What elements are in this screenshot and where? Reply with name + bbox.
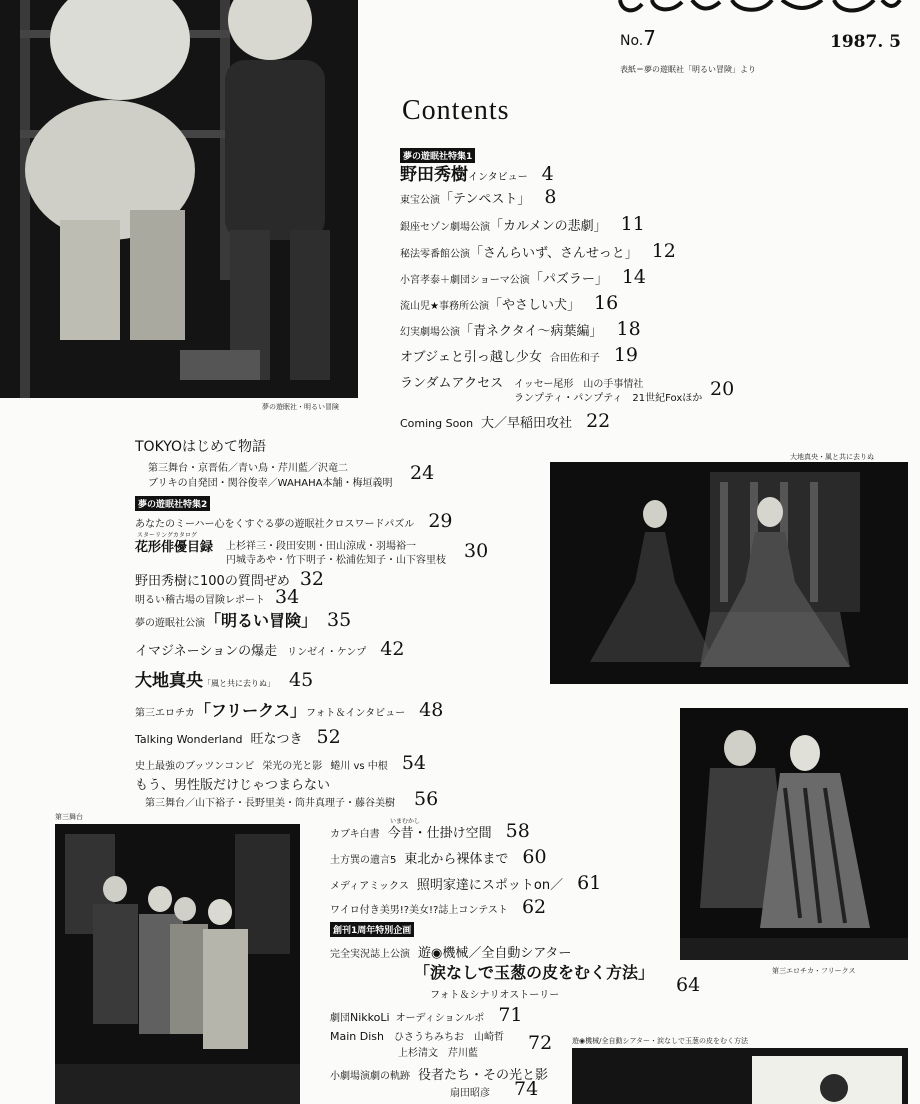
toc-title: NikkoLi [350, 1011, 390, 1024]
toc-page: 74 [514, 1078, 539, 1100]
toc-page: 35 [327, 609, 352, 631]
toc-entry[interactable] [135, 510, 453, 532]
toc-page: 52 [316, 726, 341, 748]
toc-title: 「カルメンの悲劇」 [490, 219, 607, 234]
toc-prefix: 小宮孝泰＋劇団ショーマ公演 [400, 275, 530, 286]
caption-photo-4: 第三舞台 [55, 813, 83, 821]
toc-subtitle: 第三舞台・京晋佑／青い鳥・芹川藍／沢竜二 [148, 463, 348, 474]
toc-entry[interactable] [400, 292, 618, 314]
stage-photo-1 [0, 0, 358, 398]
toc-entry[interactable] [330, 820, 530, 842]
toc-title: 野田秀樹 [400, 165, 468, 185]
toc-title: 「さんらいず、さんせっと」 [470, 246, 638, 261]
toc-title: 役者たち・その光と影 [418, 1068, 549, 1083]
caption-photo-3: 第三エロチカ・フリークス [772, 967, 856, 975]
toc-entry[interactable] [330, 846, 547, 868]
toc-page: 34 [275, 586, 300, 608]
toc-entry[interactable] [400, 410, 610, 432]
toc-page: 19 [613, 344, 639, 366]
toc-entry[interactable] [400, 344, 638, 366]
toc-page: 18 [616, 318, 641, 340]
toc-title: イマジネーションの爆走 [135, 644, 278, 659]
toc-title: 大地真央 [135, 671, 203, 691]
toc-page: 71 [498, 1004, 523, 1026]
toc-prefix: 夢の遊眠社公演 [135, 618, 205, 629]
toc-prefix: 流山児★事務所公演 [400, 301, 489, 312]
toc-page: 42 [380, 638, 405, 660]
toc-prefix: 劇団 [330, 1013, 350, 1024]
toc-subtitle: 第三舞台／山下裕子・長野里美・筒井真理子・藤谷美樹 [145, 798, 395, 809]
toc-page: 14 [621, 266, 647, 288]
photo-daichi-mao [550, 462, 908, 684]
toc-entry[interactable] [135, 698, 443, 721]
toc-entry[interactable] [135, 638, 404, 660]
toc-entry[interactable] [135, 726, 341, 748]
toc-page: 11 [620, 213, 645, 235]
contents-title: Contents [402, 95, 510, 126]
caption-photo-1: 夢の遊眠社・明るい冒険 [262, 403, 339, 411]
toc-suffix: オーディションルポ [395, 1013, 485, 1024]
toc-entry[interactable] [330, 1004, 523, 1026]
toc-suffix: 大／早稲田攻社 [481, 416, 573, 431]
toc-entry[interactable] [135, 666, 313, 691]
toc-entry[interactable] [400, 213, 645, 235]
toc-suffix: 合田佐和子 [549, 353, 600, 364]
toc-page: 22 [586, 410, 611, 432]
toc-entry[interactable] [400, 160, 554, 185]
photo-freaks [680, 708, 908, 960]
photo-yuukikai [572, 1048, 908, 1104]
toc-prefix: 東宝公演 [400, 195, 440, 206]
toc-entry[interactable] [330, 896, 546, 918]
toc-title: Coming Soon [400, 417, 474, 430]
toc-title: ワイロ付き美男!?美女!?誌上コンテスト [330, 905, 508, 916]
issue-label: No. [620, 33, 644, 49]
toc-entry[interactable] [135, 774, 330, 793]
caption-photo-2: 大地真央・風と共に去りぬ [790, 453, 874, 461]
toc-title: 今昔・仕掛け空間 [387, 826, 492, 841]
toc-subtitle: ブリキの自発団・関谷俊幸／WAHAHA本舗・梅垣義明 [148, 478, 393, 489]
toc-page: 54 [401, 752, 426, 774]
stage-photo-2 [550, 462, 908, 684]
photo-daisan-butai [55, 824, 300, 1104]
toc-prefix: カブキ白書 [330, 829, 380, 840]
toc-subtitle: 上杉祥三・段田安則・田山涼成・羽場裕一 [226, 541, 416, 552]
toc-title: 栄光の光と影 [262, 761, 323, 772]
toc-entry[interactable] [135, 752, 426, 774]
toc-entry[interactable] [400, 318, 641, 340]
toc-prefix: 銀座セゾン劇場公演 [400, 222, 490, 233]
toc-title: 「テンペスト」 [440, 192, 531, 207]
toc-title: オブジェと引っ越し少女 [400, 350, 542, 365]
toc-title: TOKYOはじめて物語 [135, 439, 267, 455]
toc-entry[interactable] [330, 1028, 504, 1043]
toc-subtitle: ランプティ・パンプティ 21世紀Foxほか [514, 393, 703, 404]
toc-page: 45 [289, 669, 314, 691]
toc-page: 8 [544, 186, 557, 208]
toc-page: 72 [528, 1032, 553, 1054]
toc-prefix: 秘法零番館公演 [400, 249, 470, 260]
toc-title: 遊◉機械／全自動シアター [418, 946, 572, 961]
section-badge-3: 創刊1周年特別企画 [330, 922, 414, 937]
toc-suffix: 「風と共に去りぬ」 [203, 679, 275, 688]
masthead-logo-art [612, 0, 902, 16]
toc-suffix: リンゼイ・ケンプ [287, 647, 367, 658]
toc-page: 64 [676, 974, 701, 996]
toc-page: 62 [521, 896, 547, 918]
toc-subtitle: イッセー尾形 山の手事情社 [514, 379, 644, 390]
toc-prefix: 第三エロチカ [135, 708, 195, 719]
toc-title: 明るい稽古場の冒険レポート [135, 595, 265, 606]
toc-prefix: 完全実況誌上公演 [330, 949, 410, 960]
masthead-logo [612, 0, 902, 16]
toc-entry[interactable] [330, 872, 601, 894]
cover-note: 表紙＝夢の遊眠社「明るい冒険」より [620, 65, 756, 74]
stage-photo-4 [55, 824, 300, 1104]
toc-suffix: ひさうちみちお 山崎哲 [394, 1032, 504, 1043]
issue-value: 7 [643, 26, 656, 50]
toc-entry[interactable] [400, 266, 646, 288]
photo-yumenoyuminsha [0, 0, 358, 398]
toc-suffix: 蜷川 vs 中根 [330, 761, 388, 772]
section-badge-1: 夢の遊眠社特集1 [400, 148, 475, 163]
toc-page: 56 [414, 788, 439, 810]
toc-entry[interactable] [135, 586, 299, 608]
toc-page: 16 [593, 292, 619, 314]
caption-photo-5: 遊◉機械/全自動シアター・涙なしで玉葱の皮をむく方法 [572, 1037, 748, 1045]
toc-page: 60 [522, 846, 547, 868]
toc-subtitle: フォト＆シナリオストーリー [430, 990, 560, 1001]
toc-subtitle: 円城寺あや・竹下明子・松浦佐知子・山下容里枝 [226, 555, 446, 566]
section-badge-2: 夢の遊眠社特集2 [135, 496, 210, 511]
toc-prefix: 幻実劇場公演 [400, 327, 460, 338]
toc-title: ランダムアクセス [400, 376, 504, 391]
toc-title: 野田秀樹に100の質問ぜめ [135, 574, 290, 589]
toc-subtitle: 扇田昭彦 [450, 1088, 490, 1099]
toc-page: 24 [410, 462, 435, 484]
toc-subtitle: 「涙なしで玉葱の皮をむく方法」 [414, 963, 655, 982]
toc-prefix: 史上最強のブッツンコンビ [135, 761, 255, 772]
toc-entry[interactable] [135, 608, 351, 631]
toc-page: 12 [651, 240, 676, 262]
toc-title: Talking Wonderland [135, 733, 243, 746]
toc-entry[interactable] [400, 240, 676, 262]
toc-page: 20 [710, 378, 735, 400]
toc-entry[interactable] [400, 372, 503, 391]
toc-page: 29 [428, 510, 453, 532]
stage-photo-5 [572, 1048, 908, 1104]
toc-prefix: 小劇場演劇の軌跡 [330, 1071, 410, 1082]
toc-entry[interactable] [135, 436, 266, 456]
issue-date: 1987. 5 [830, 32, 901, 52]
toc-subtitle: 上杉清文 芹川藍 [398, 1048, 478, 1059]
toc-suffix: フォト＆インタビュー [306, 708, 406, 719]
toc-entry[interactable] [400, 186, 556, 208]
toc-suffix: インタビュー [468, 172, 528, 183]
toc-title: もう、男性版だけじゃつまらない [135, 778, 331, 793]
toc-page: 58 [505, 820, 530, 842]
toc-entry[interactable] [135, 536, 213, 555]
toc-suffix: 旺なつき [250, 732, 303, 747]
toc-page: 48 [419, 699, 444, 721]
toc-title: 「明るい冒険」 [205, 611, 318, 630]
toc-ruby: いまむかし [390, 818, 421, 825]
toc-entry[interactable] [330, 942, 571, 961]
toc-page: 61 [577, 872, 602, 894]
toc-title: 「やさしい犬」 [488, 298, 580, 313]
toc-page: 4 [541, 163, 554, 185]
toc-page: 32 [299, 568, 325, 590]
issue-number [620, 26, 656, 50]
toc-title: 東北から裸体まで [404, 852, 509, 867]
stage-photo-3 [680, 708, 908, 960]
toc-title: あなたのミーハー心をくすぐる夢の遊眠社クロスワードパズル [135, 519, 415, 530]
toc-title: 花形俳優目録 [135, 540, 214, 555]
toc-title: 「パズラー」 [529, 272, 608, 287]
toc-prefix: 土方巽の遺言5 [330, 855, 397, 866]
toc-ruby: スターリングカタログ [137, 532, 197, 539]
toc-title: Main Dish [330, 1030, 384, 1043]
toc-page: 30 [464, 540, 489, 562]
toc-title: 「青ネクタイ〜病葉編」 [460, 324, 603, 339]
toc-title: 照明家達にスポットon／ [416, 878, 564, 893]
toc-title: 「フリークス」 [194, 701, 307, 720]
toc-prefix: メディアミックス [330, 881, 409, 892]
